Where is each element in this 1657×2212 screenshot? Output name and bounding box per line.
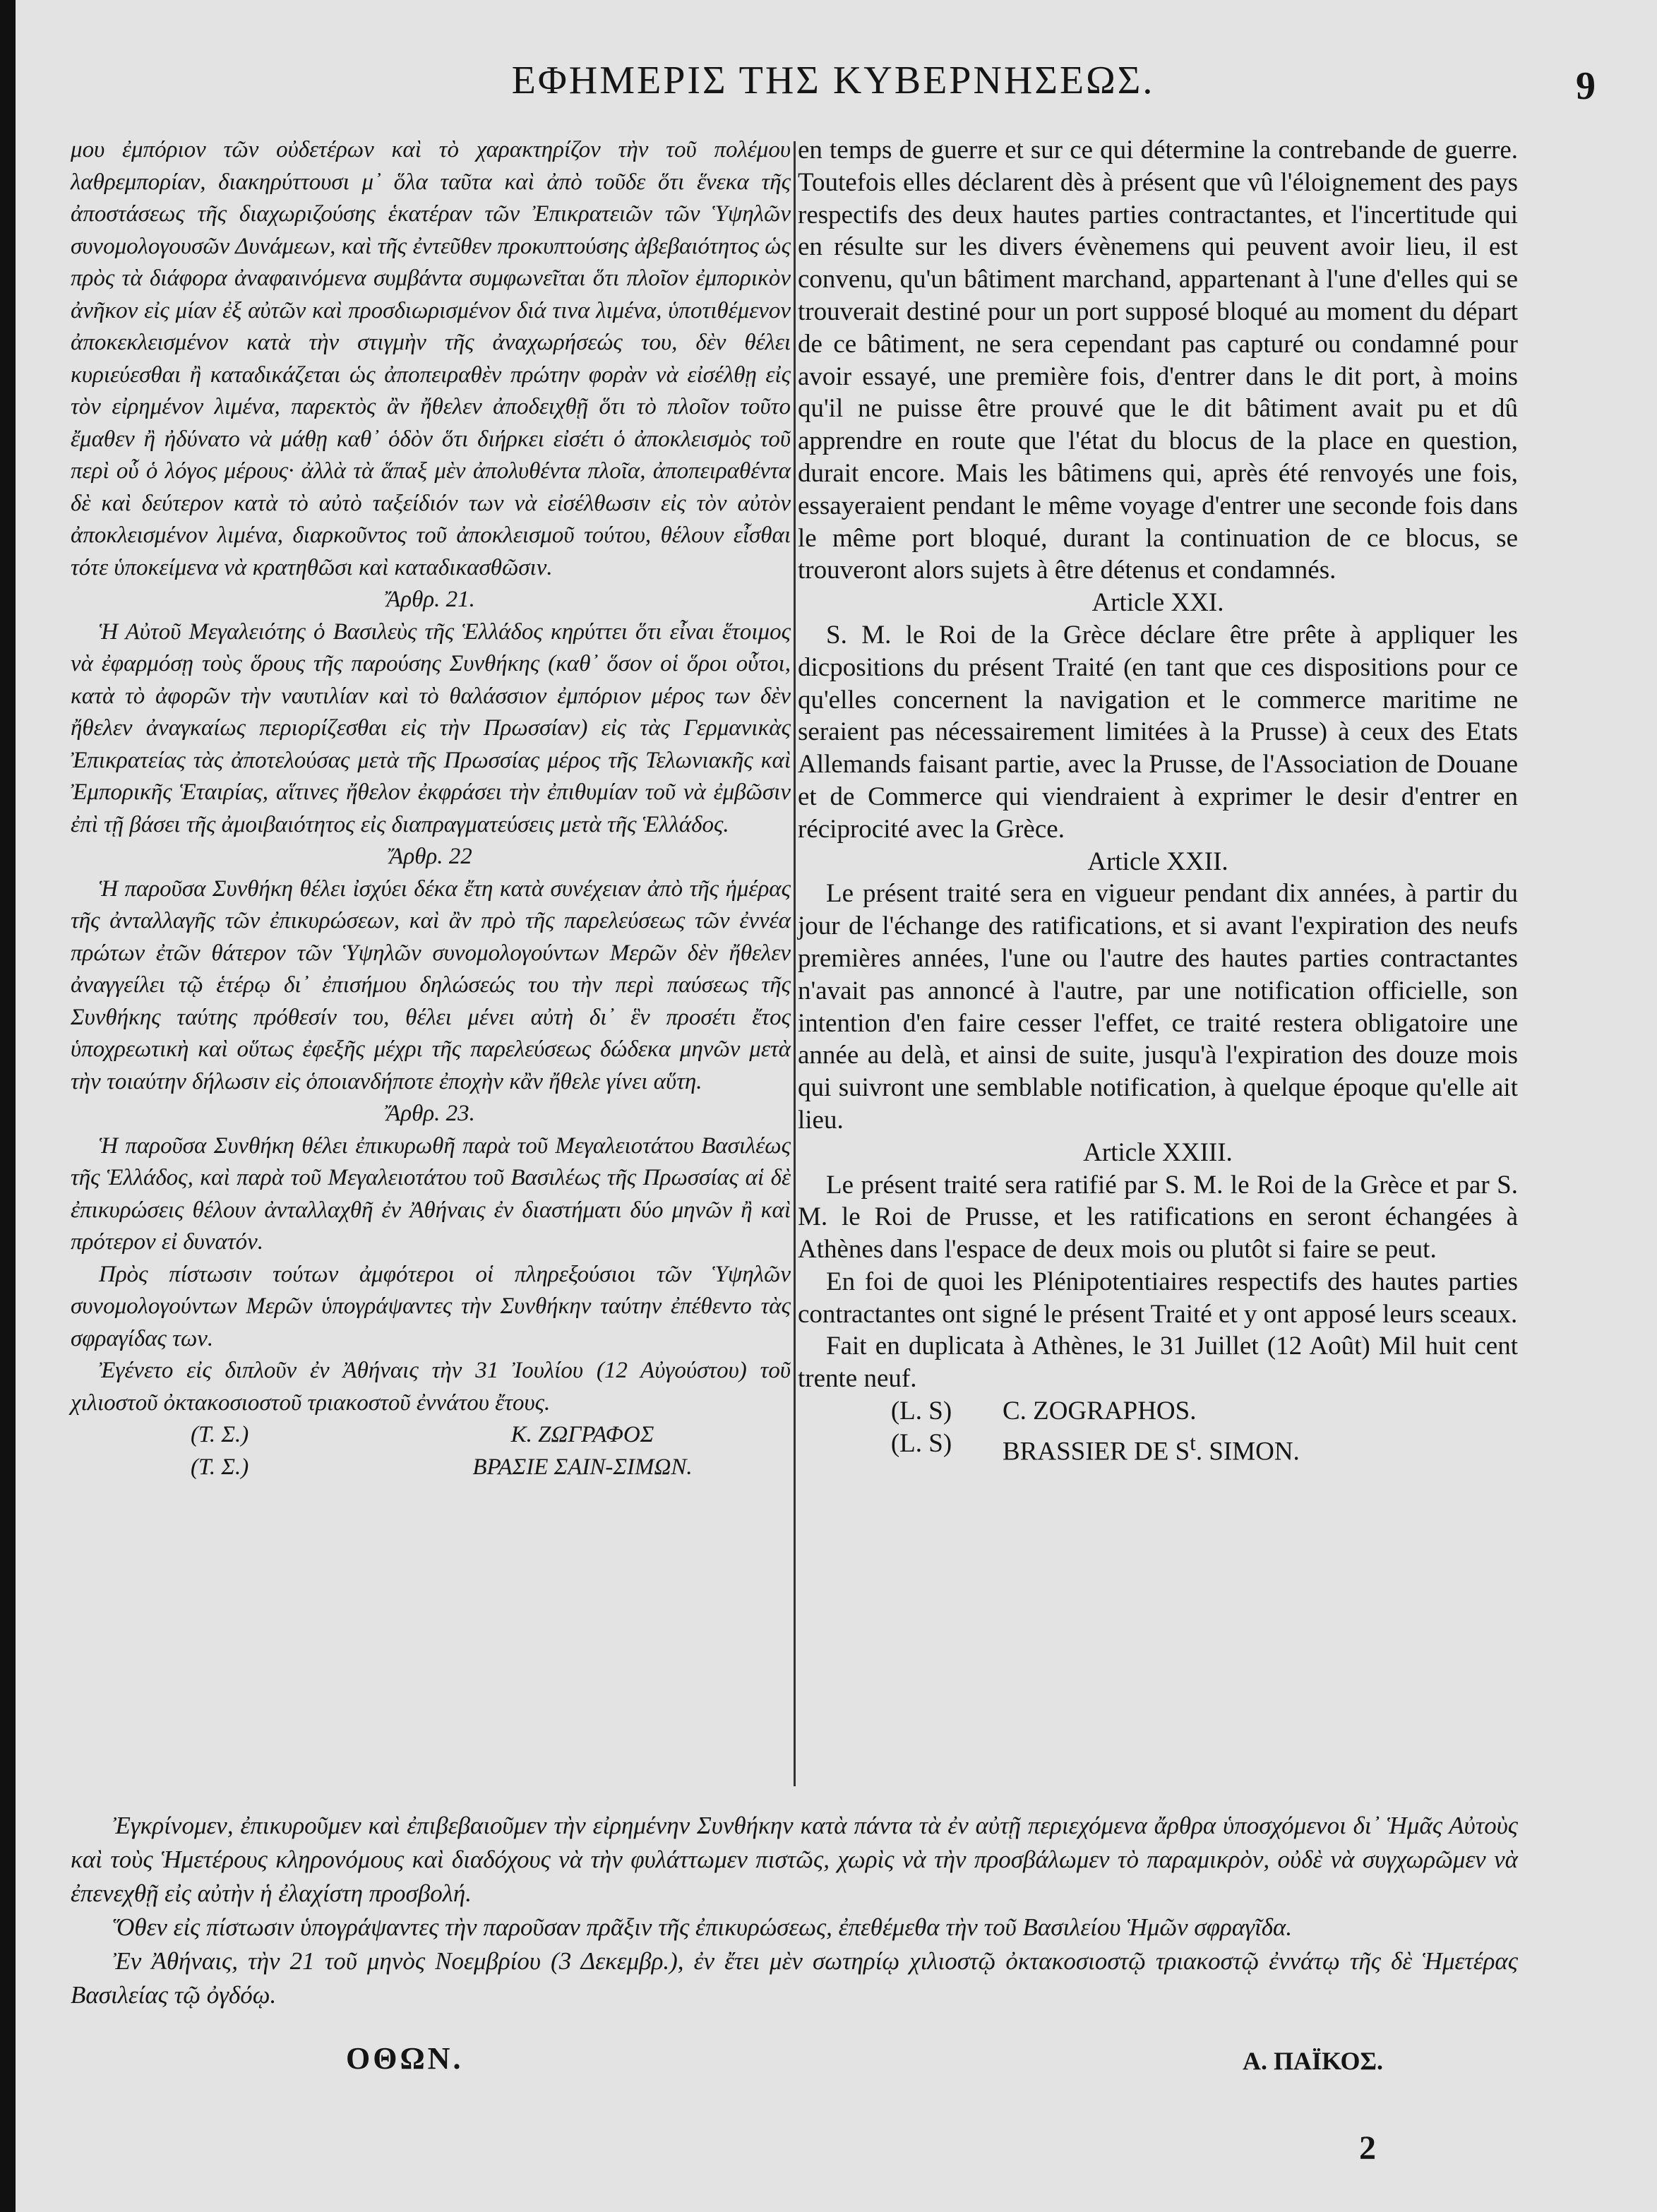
header-page-number: 9 xyxy=(1576,64,1596,108)
signatory-name: ΒΡΑΣΙΕ ΣΑΙΝ-ΣΙΜΩΝ. xyxy=(472,1454,693,1480)
page-header xyxy=(42,58,1624,121)
footer-page-number: 2 xyxy=(1359,2129,1376,2167)
signatory-name: Κ. ΖΩΓΡΑΦΟΣ xyxy=(510,1422,654,1447)
french-article-22-text: Le présent traité sera en vigueur pendant dix années, à partir du jour de l'échange des ratifications, et si avant l'expiration des neufs premières années, l'une ou l'autre des hautes parties contractantes n'avait pas annoncé à l'autre, par une notification officielle, son intention d'en faire cesser l'effet, ce traité restera obligatoire une année au delà, et ainsi de suite, jusqu'à l'expiration des douze mois qui suivront une semblable notification, à quelque époque qu'elle ait lieu. xyxy=(798,879,1518,1135)
greek-done-text: Ἐγένετο εἰς διπλοῦν ἐν Ἀθήναις τὴν 31 Ἰουλίου (12 Αὐγούστου) τοῦ χιλιοστοῦ ὀκτακοσιοστοῦ τριακοστοῦ ἐννάτου ἔτους. xyxy=(71,1358,791,1416)
minister-signature: Α. ΠΑΪΚΟΣ. xyxy=(1243,2047,1384,2075)
french-done-text: Fait en duplicata à Athènes, le 31 Juillet (12 Août) Mil huit cent trente neuf. xyxy=(798,1332,1518,1394)
greek-article-22-heading: Ἄρθρ. 22 xyxy=(389,844,472,869)
french-paragraph-1: en temps de guerre et sur ce qui détermine la contrebande de guerre. Toutefois elles déclarent dès à présent que vû l'éloignement des pays respectifs des deux hautes parties contractantes, et l'incertitude qui en résulte sur les divers évènemens qui peuvent avoir lieu, il est convenu, qu'un bâtiment marchand, appartenant à l'une d'elles qui se trouverait destiné pour un port supposé bloqué au moment du départ de ce bâtiment, ne sera cependant pas capturé ou condamné pour avoir essayé, une première fois, d'entrer dans le dit port, à moins qu'il ne puisse être prouvé que le dit bâtiment avait pu et dû apprendre en route que l'état du blocus de la place en question, durait encore. Mais les bâtimens qui, après été renvoyés une fois, essayeraient pendant le même voyage d'entrer une seconde fois dans le même port bloqué, durant la continuation de ce blocus, se trouveront alors sujets à être détenus et condamnés. xyxy=(798,136,1518,585)
scan-edge xyxy=(0,0,16,2212)
french-column xyxy=(798,134,1518,1468)
french-witness-text: En foi de quoi les Plénipotentiaires respectifs des hautes parties contractantes ont signé le présent Traité et y ont apposé leurs sceaux. xyxy=(798,1267,1518,1329)
ratification-paragraph-1: Ἐγκρίνομεν, ἐπικυροῦμεν καὶ ἐπιβεβαιοῦμεν τὴν εἰρημένην Συνθήκην κατὰ πάντα τὰ ἐν αὐτῇ περιεχόμενα ἄρθρα ὑποσχόμενοι δι᾽ Ἡμᾶς Αὐτοὺς καὶ τοὺς Ἡμετέρους κληρονόμους καὶ διαδόχους νὰ τὴν φυλάττωμεν πιστῶς, χωρὶς νὰ τὴν προσβάλωμεν τὸ παραμικρὸν, οὐδὲ νὰ συγχωρῶμεν νὰ ἐπενεχθῇ εἰς αὐτὴν ἡ ἐλαχίστη προσβολή. xyxy=(71,1812,1518,1907)
french-signature-1 xyxy=(798,1395,1518,1428)
greek-signature-2 xyxy=(71,1452,791,1484)
greek-article-23-text: Ἡ παροῦσα Συνθήκη θέλει ἐπικυρωθῆ παρὰ τοῦ Μεγαλειοτάτου Βασιλέως τῆς Ἑλλάδος, καὶ παρὰ τοῦ Μεγαλειοτάτου τοῦ Βασιλέως τῆς Πρωσσίας αἱ δὲ ἐπικυρώσεις θέλουν ἀνταλλαχθῆ ἐν Ἀθήναις ἐν διαστήματι δύο μηνῶν ἢ καὶ πρότερον εἰ δυνατόν. xyxy=(71,1132,791,1255)
greek-column xyxy=(71,134,791,1483)
seal-mark: (Τ. Σ.) xyxy=(191,1454,249,1480)
seal-mark: (Τ. Σ.) xyxy=(191,1422,249,1447)
french-article-23-text: Le présent traité sera ratifié par S. M. le Roi de la Grèce et par S. M. le Roi de Prusse, et les ratifications en seront échangées à Athènes dans l'espace de deux mois ou plutôt si faire se peut. xyxy=(798,1170,1518,1265)
french-article-21-heading: Article XXI. xyxy=(1091,588,1224,618)
king-signature: ΟΘΩΝ. xyxy=(346,2041,464,2076)
signatory-name: C. ZOGRAPHOS. xyxy=(1003,1397,1197,1426)
seal-mark: (L. S) xyxy=(890,1397,952,1426)
greek-signature-1 xyxy=(71,1419,791,1452)
ratification-paragraph-3: Ἐν Ἀθήναις, τὴν 21 τοῦ μηνὸς Νοεμβρίου (3 Δεκεμβρ.), ἐν ἔτει μὲν σωτηρίῳ χιλιοστῷ ὀκτακοσιοστῷ τριακοστῷ ἐννάτῳ τῆς δὲ Ἡμετέρας Βασιλείας τῷ ὀγδόῳ. xyxy=(71,1947,1518,2009)
greek-witness-text: Πρὸς πίστωσιν τούτων ἀμφότεροι οἱ πληρεξούσιοι τῶν Ὑψηλῶν συνομολογούντων Μερῶν ὑπογράψαντες τὴν Συνθήκην ταύτην ἐπέθεντο τὰς σφραγίδας των. xyxy=(71,1261,791,1351)
greek-article-23-heading: Ἄρθρ. 23. xyxy=(386,1101,475,1126)
column-divider xyxy=(794,141,796,1786)
greek-article-21-text: Ἡ Αὐτοῦ Μεγαλειότης ὁ Βασιλεὺς τῆς Ἑλλάδος κηρύττει ὅτι εἶναι ἕτοιμος νὰ ἐφαρμόσῃ τοὺς ὅρους τῆς παρούσης Συνθήκης (καθ᾽ ὅσον οἱ ὅροι οὗτοι, κατὰ τὸ ἀφορῶν τὴν ναυτιλίαν καὶ τὸ θαλάσσιον ἐμπόριον μέρος των δὲν ἤθελεν ἀναγκαίως περιορίζεσθαι εἰς τὴν Πρωσσίαν) εἰς τὰς Γερμανικὰς Ἐπικρατείας τὰς ἀποτελούσας μετὰ τῆς Πρωσσίας μέρος τῆς Τελωνιακῆς καὶ Ἐμπορικῆς Ἑταιρίας, αἵτινες ἤθελον ἐκφράσει τὴν ἐπιθυμίαν τοῦ νὰ ἐμβῶσιν ἐπὶ τῇ βάσει τῆς ἀμοιβαιότητος εἰς διαπραγματεύσεις μετὰ τῆς Ἑλλάδος. xyxy=(71,618,791,837)
seal-mark: (L. S) xyxy=(890,1428,952,1458)
french-article-22-heading: Article XXII. xyxy=(1087,847,1228,876)
page-title: ΕΦΗΜΕΡΙΣ ΤΗΣ ΚΥΒΕΡΝΗΣΕΩΣ. xyxy=(511,59,1155,102)
greek-article-22-text: Ἡ παροῦσα Συνθήκη θέλει ἰσχύει δέκα ἔτη κατὰ συνέχειαν ἀπὸ τῆς ἡμέρας τῆς ἀνταλλαγῆς τῶν ἐπικυρώσεων, καὶ ἂν πρὸ τῆς παρελεύσεως τῶν ἐννέα πρώτων ἐτῶν θάτερον τῶν Ὑψηλῶν συνομολογούντων Μερῶν δὲν ἤθελεν ἀναγγείλει τῷ ἑτέρῳ δι᾽ ἐπισήμου δηλώσεώς του τὴν περὶ παύσεως τῆς Συνθήκης ταύτης πρόθεσίν του, θέλει μένει αὐτὴ δι᾽ ἓν προσέτι ἔτος ὑποχρεωτικὴ καὶ οὕτως ἐφεξῆς μέχρι τῆς παρελεύσεως δώδεκα μηνῶν μετὰ τὴν τοιαύτην δήλωσιν εἰς ὁποιανδήποτε ἐποχὴν κἂν ἤθελε γίνει αὕτη. xyxy=(71,875,791,1094)
french-article-23-heading: Article XXIII. xyxy=(1083,1137,1233,1167)
french-article-21-text: S. M. le Roi de la Grèce déclare être prête à appliquer les dicpositions du présent Traité (en tant que ces dispositions pour ce qu'elles concernent la navigation et le commerce maritime ne seraient pas nécessairement limitées à la Prusse) à ceux des Etats Allemands faisant partie, avec la Prusse, de l'Association de Douane et de Commerce qui viendraient à exprimer le desir d'entrer en réciprocité avec la Grèce. xyxy=(798,620,1518,844)
french-signature-2 xyxy=(798,1428,1518,1468)
greek-article-21-heading: Ἄρθρ. 21. xyxy=(386,587,475,612)
ratification-section xyxy=(71,1809,1518,2012)
royal-signatures xyxy=(71,2040,1518,2083)
signatory-name: BRASSIER DE $S^t$. SIMON. xyxy=(1003,1430,1300,1466)
greek-paragraph-1: μου ἐμπόριον τῶν οὐδετέρων καὶ τὸ χαρακτηρίζον τὴν τοῦ πολέμου λαθρεμπορίαν, διακηρύττουσι μ᾽ ὅλα ταῦτα καὶ ἀπὸ τοῦδε ὅτι ἕνεκα τῆς ἀποστάσεως τῆς διαχωριζούσης ἑκατέραν τῶν Ἐπικρατειῶν τῶν Ὑψηλῶν συνομολογουσῶν Δυνάμεων, καὶ τῆς ἐντεῦθεν προκυπτούσης ἀβεβαιότητος ὡς πρὸς τὰ διάφορα ἀναφαινόμενα συμβάντα συμφωνεῖται ὅτι πλοῖον ἐμπορικὸν ἀνῆκον εἰς μίαν ἐξ αὐτῶν καὶ προσδιωρισμένον διά τινα λιμένα, ὑποτιθέμενον ἀποκεκλεισμένον κατὰ τὴν στιγμὴν τῆς ἀναχωρήσεώς του, δὲν θέλει κυριεύεσθαι ἢ καταδικάζεται ὡς ἀποπειραθὲν πρώτην φορὰν νὰ εἰσέλθῃ εἰς τὸν εἰρημένον λιμένα, παρεκτὸς ἂν ἤθελεν ἀποδειχθῇ ὅτι τὸ πλοῖον τοῦτο ἔμαθεν ἢ ἠδύνατο νὰ μάθῃ καθ᾽ ὁδὸν ὅτι διήρκει εἰσέτι ὁ ἀποκλεισμὸς τοῦ περὶ οὗ ὁ λόγος μέρους· ἀλλὰ τὰ ἅπαξ μὲν ἀπολυθέντα πλοῖα, ἀποπειραθέντα δὲ καὶ δεύτερον κατὰ τὸ αὐτὸ ταξείδιόν των νὰ εἰσέλθωσιν εἰς τὸν αὐτὸν ἀποκλεισμένον λιμένα, διαρκοῦντος τοῦ ἀποκλεισμοῦ τούτου, θέλουν εἶσθαι τότε ὑποκείμενα νὰ κρατηθῶσι καὶ καταδικασθῶσιν. xyxy=(71,137,791,580)
ratification-paragraph-2: Ὅθεν εἰς πίστωσιν ὑπογράψαντες τὴν παροῦσαν πρᾶξιν τῆς ἐπικυρώσεως, ἐπεθέμεθα τὴν τοῦ Βασιλείου Ἡμῶν σφραγῖδα. xyxy=(113,1913,1293,1941)
